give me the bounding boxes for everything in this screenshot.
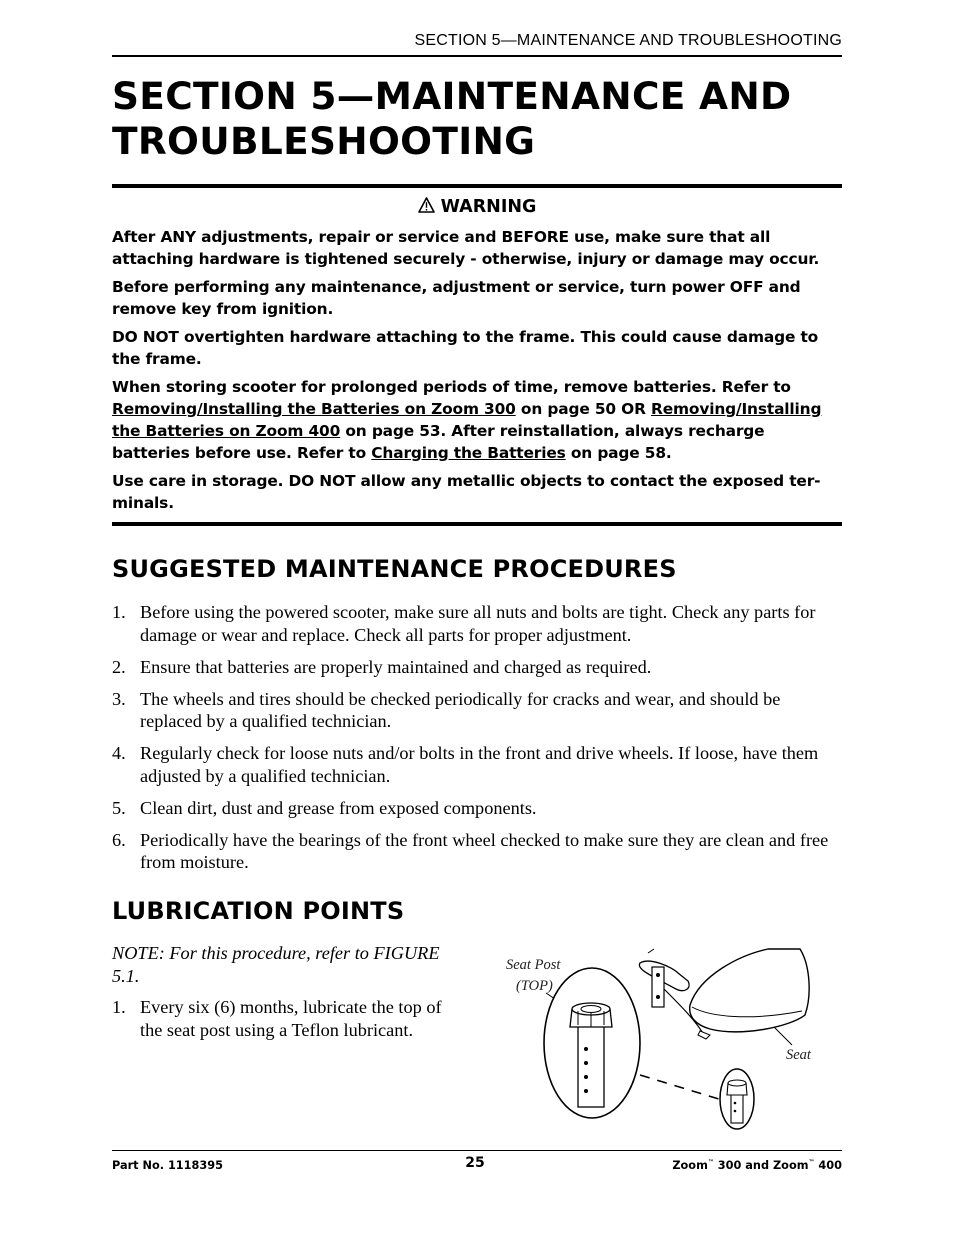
page-title: [112, 74, 852, 164]
running-header: SECTION 5—MAINTENANCE AND TROUBLESHOOTING: [414, 32, 842, 49]
product-300-and-zoom: 300 and Zoom: [713, 1159, 809, 1172]
warning-p4-text-d: on page 58.: [565, 444, 672, 462]
list-item: [112, 601, 842, 646]
lubrication-heading: LUBRICATION POINTS: [112, 897, 405, 925]
page-number: 25: [465, 1155, 485, 1171]
warning-p4-text-b: on page 50 OR: [515, 400, 652, 418]
warning-p4-text-a: When storing scooter for prolonged periods of time, remove batteries. Refer to: [112, 378, 791, 396]
step-number: 5.: [112, 797, 126, 818]
warning-box: [112, 184, 842, 526]
maintenance-steps-list: [112, 601, 842, 883]
warning-bottom-rule: [112, 522, 842, 526]
warning-paragraph-1: After ANY adjustments, repair or service and BEFORE use, make sure that all attaching hardware is tightened securely - otherwise, injury or damage may occur.: [112, 228, 820, 268]
list-item: [112, 996, 462, 1041]
seat-post-detail-icon: [544, 968, 640, 1118]
warning-heading: [112, 197, 842, 218]
footer-rule: [112, 1150, 842, 1151]
trademark-symbol: ™: [808, 1159, 815, 1166]
seat-icon: [639, 949, 809, 1039]
step-number: 1.: [112, 997, 126, 1017]
step-number: 4.: [112, 743, 126, 763]
link-charging-the-batteries[interactable]: Charging the Batteries: [371, 444, 566, 462]
seat-post-figure: [500, 945, 840, 1135]
list-item: [112, 797, 842, 820]
footer-part-number: Part No. 1118395: [112, 1159, 223, 1172]
warning-title: WARNING: [440, 197, 537, 217]
footer-product-name: [672, 1159, 842, 1172]
list-item: [112, 656, 842, 679]
list-item: [112, 829, 842, 874]
step-text: Every six (6) months, lubricate the top of the seat post using a Teflon lubricant.: [140, 997, 442, 1040]
step-text: Before using the powered scooter, make sure all nuts and bolts are tight. Check any parts for damage or wear and replace. Check all parts for proper adjustment.: [140, 602, 816, 645]
page-title-line-1: SECTION 5—MAINTENANCE AND: [112, 74, 792, 118]
lubrication-steps-list: [112, 996, 462, 1051]
header-rule: [112, 55, 842, 57]
list-item: [112, 688, 842, 733]
label-top: (TOP): [516, 978, 553, 994]
page-title-line-2: TROUBLESHOOTING: [112, 119, 536, 163]
link-removing-installing-batteries-zoom-300[interactable]: Removing/Installing the Batteries on Zoom 300: [112, 400, 516, 418]
link-removing-installing-batteries-zoom-400[interactable]: Removing/Installing the Batteries on Zoom 400: [112, 400, 822, 440]
step-text: Ensure that batteries are properly maintained and charged as required.: [140, 656, 652, 677]
trademark-symbol: ™: [707, 1159, 714, 1166]
label-seat: Seat: [786, 1047, 811, 1063]
maintenance-heading: SUGGESTED MAINTENANCE PROCEDURES: [112, 555, 677, 583]
step-text: Clean dirt, dust and grease from exposed components.: [140, 797, 537, 818]
warning-paragraph-2: Before performing any maintenance, adjustment or service, turn power OFF and remove key from ignition.: [112, 278, 801, 318]
warning-triangle-icon: [418, 197, 435, 218]
product-zoom: Zoom: [672, 1159, 708, 1172]
step-text: The wheels and tires should be checked periodically for cracks and wear, and should be replaced by a qualified technician.: [140, 688, 781, 731]
label-seat-post: Seat Post: [506, 957, 561, 973]
product-400: 400: [814, 1159, 842, 1172]
small-seat-post-icon: [720, 1069, 754, 1129]
step-number: 3.: [112, 688, 126, 709]
lubrication-note: NOTE: For this procedure, refer to FIGURE 5.1.: [112, 943, 440, 986]
step-text: Periodically have the bearings of the front wheel checked to make sure they are clean and free from moisture.: [140, 829, 829, 872]
warning-top-rule: [112, 184, 842, 188]
warning-paragraph-4: [112, 376, 842, 464]
step-number: 2.: [112, 656, 126, 677]
step-number: 1.: [112, 602, 126, 622]
warning-paragraph-5: Use care in storage. DO NOT allow any metallic objects to contact the exposed ter-minals.: [112, 472, 821, 512]
warning-paragraph-3: DO NOT overtighten hardware attaching to the frame. This could cause damage to the frame.: [112, 328, 819, 368]
step-number: 6.: [112, 829, 126, 850]
warning-p4-text-c: on page 53. After reinstallation, always recharge batteries before use. Refer to: [112, 422, 765, 462]
list-item: [112, 742, 842, 787]
step-text: Regularly check for loose nuts and/or bolts in the front and drive wheels. If loose, have them adjusted by a qualified technician.: [140, 743, 819, 786]
dashed-connector: [640, 1075, 722, 1100]
